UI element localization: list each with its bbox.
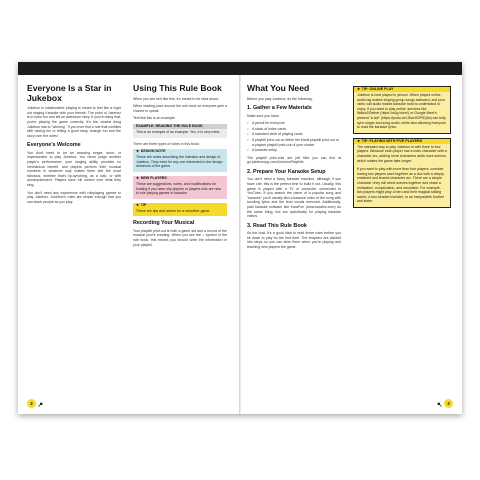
body-text: You don't need to be an amazing singer, actor, or impersonator to play Jukebox. You never judge another player's performance; your singing ability provides no mechanical benefit, and players perform their musical numbers in whatever way makes them feel the most fabulous, whether that's lip-synching, as a solo, or with accompaniment. Players have full control over what they sing. [27,150,121,187]
subheading: Everyone's Welcome [27,142,81,149]
online-play-tip-box [353,86,451,134]
example-box-header: EXAMPLE: READING THE RULE BOOK [133,124,227,129]
subheading: 2. Prepare Your Karaoke Setup [247,168,326,175]
page-number: 2 [27,399,36,408]
body-text: You don't need a fancy karaoke machine, although if you have one, this is the perfect time to build it out. Usually, this game is played with a TV or computer, connected to YouTube. If you search the name of a popular song and "karaoke" you'll usually find a karaoke video of the song with scrolling lyrics and the lead vocals removed. Additionally, paid karaoke software like KaraFun (www.karafun.com) do the same thing, but are specifically for playing karaoke videos. [247,177,341,219]
body-text: Text like this is an example: [133,116,176,121]
left-col-2 [133,84,227,250]
tip-body: These are tips and advice for a smoother game. [136,208,211,213]
list-item: ♪ A stack of index cards [247,127,341,132]
subheading: Recording Your Musical [133,220,195,227]
microphone-icon [437,402,442,407]
example-box-body: This is an example of an example. Yes, it is very meta. [133,129,227,138]
right-page [241,75,462,414]
design-note-header: ★ DESIGN NOTE [133,149,227,154]
section-title: Everyone Is a Star in Jukebox [27,83,112,103]
materials-list [247,121,341,153]
list-item: ♪ A playbill print-out on either the blank playbill print-out or a playset playbill print-out of your choice [247,138,341,147]
body-text: When you see text like this, it's meant to be read aloud: [133,96,219,101]
list-item: ♪ A karaoke setup [247,148,341,153]
top-bar [18,62,462,75]
tip-box [133,203,227,217]
right-col-1 [247,84,341,252]
right-col-2 [353,84,451,212]
five-players-tip-box [353,138,451,208]
intro-text: Before you play Jukebox, do the following: [247,96,313,101]
page-number: 3 [444,399,453,408]
subheading: 3. Read This Rule Book [247,222,307,229]
example-box [133,124,227,138]
body-text: As the host, it's a good idea to read these rules before you sit down to play for the first time. The chapters are divided into steps so you can skim them when you're playing and teaching new players the game. [247,231,341,249]
read-aloud-text: When reading pass around the rule book so everyone gets a chance to speak. [133,104,227,113]
design-note-box [133,149,227,172]
body-text: The playbill print-outs are pdf files you can find at go.jukeboxrpg.com/JukeboxPlaybills. [247,155,341,165]
list-item: ♪ A pencil for everyone [247,121,341,126]
online-play-tip-body: Jukebox is best played in person. When played online, audio lag makes singing group songs awkward, and poor video call audio makes karaoke hard to understand or enjoy. If you want to play online, services like Watch2Gether (https://w2g.tv/en/) or Google Meet's present "a tab" (https://youtu.be/JKavXDPSQfw) can help sync singer and song audio, while also allowing everyone to read the karaoke lyrics. [354,92,450,133]
intro-text: Jukebox is collaborative playing is meant to feel like a night out singing Karaoke with your friends. The point of Jukebox is to have fun and tell an awesome story. If you're doing that, you're playing the game correctly. It's the closest thing Jukebox has to "winning." If you ever find a rule that conflicts with having fun or telling a good story, change fun and the story over the rules! [27,106,121,138]
body-text: There are three types of notes in this book: [133,141,200,146]
body-text: Your playbill print-out is both a game aid and a record of the musical you're creating. When you see the ♪ symbol in the rule book, this means you should write the information in your playbill. [133,228,227,247]
book-spread [18,62,462,414]
online-play-tip-header: ★ TIP: ONLINE PLAY [354,87,450,92]
list-item: ♪ A standard deck of playing cards [247,132,341,137]
new-players-box [133,176,227,199]
microphone-icon [38,402,43,407]
new-players-body: These are suggestions, notes, and modifications for hosting if you have shy players or players who are new to role playing games or karaoke. [136,181,222,196]
section-title: What You Need [247,83,310,93]
body-text: You don't need any experience with roleplaying games to play Jukebox. Jukebox's rules are simple enough that you can teach people as you play. [27,190,121,204]
design-note-body: These are notes describing the intention and design of Jukebox. They exist for any one interested in the design decisions of the game. [136,155,223,169]
five-players-tip-body-2: If you want to play with more than four players, consider having two players work together as a duo with a deeply entwined and shared character arc. There are a simple character: they will direct scenes together and share a motivation, complication, and resolution. For example, two players might play a hero and their magical talking sword, a two-headed monster, or an inseparable brother and sister. [354,166,450,207]
tip-header: ★ TIP [133,203,227,208]
five-players-tip-header: ★ TIP: PLAYING WITH FIVE PLAYERS [354,139,450,144]
new-players-header: ★ NEW PLAYERS [133,176,227,181]
left-col-1 [27,84,121,207]
body-text: Make sure you have: [247,113,280,118]
section-title: Using This Rule Book [133,83,222,93]
subheading: 1. Gather a Few Materials [247,105,312,112]
left-page [18,75,239,414]
five-players-tip-body-1: The standard way to play Jukebox is with three to four players. Because each player has a main character with a character arc, adding more characters adds more scenes, which makes the game take longer. [354,144,450,166]
